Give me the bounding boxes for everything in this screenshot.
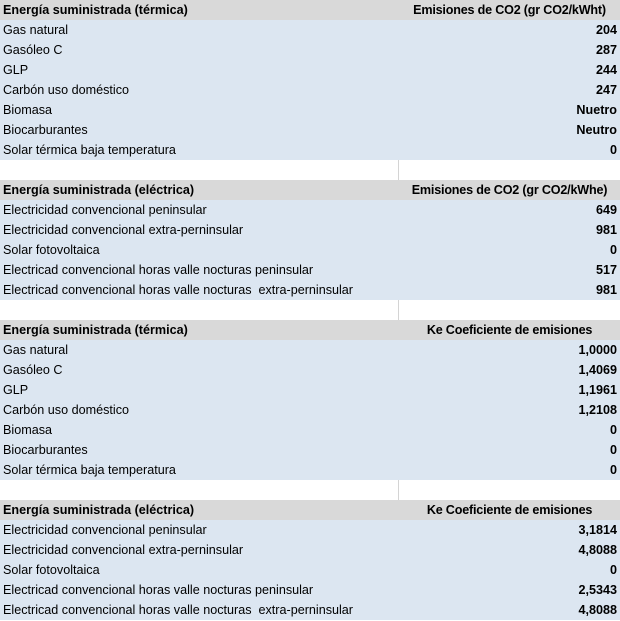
row-label[interactable]: Electricad convencional horas valle nocturas extra-perninsular	[3, 603, 354, 617]
row-value[interactable]: 1,2108	[578, 403, 617, 417]
table-row	[0, 120, 620, 140]
row-value[interactable]: 2,5343	[578, 583, 617, 597]
row-value[interactable]: 0	[609, 463, 617, 477]
row-value[interactable]: 3,1814	[578, 523, 617, 537]
table-row	[0, 80, 620, 100]
row-value[interactable]: 244	[595, 63, 617, 77]
header-value-label[interactable]: Emisiones de CO2 (gr CO2/kWhe)	[411, 183, 608, 197]
table-row	[0, 540, 620, 560]
row-value[interactable]: Nuetro	[576, 103, 617, 117]
empty-cell[interactable]	[0, 480, 399, 500]
row-label[interactable]: Electricidad convencional extra-perninsular	[3, 543, 244, 557]
row-label[interactable]: Gasóleo C	[3, 363, 63, 377]
row-label[interactable]: Gasóleo C	[3, 43, 63, 57]
header-energy-label[interactable]: Energía suministrada (eléctrica)	[3, 183, 195, 197]
blank-row	[0, 480, 620, 500]
empty-cell[interactable]	[0, 300, 399, 320]
table-row	[0, 460, 620, 480]
row-label[interactable]: Biocarburantes	[3, 443, 88, 457]
row-label[interactable]: GLP	[3, 63, 29, 77]
row-label[interactable]: Electricad convencional horas valle nocturas peninsular	[3, 263, 314, 277]
blank-row	[0, 300, 620, 320]
table-row	[0, 100, 620, 120]
row-value[interactable]: 649	[595, 203, 617, 217]
row-value[interactable]: 517	[595, 263, 617, 277]
row-label[interactable]: Biomasa	[3, 103, 52, 117]
header-energy-label[interactable]: Energía suministrada (térmica)	[3, 323, 188, 337]
table-row	[0, 220, 620, 240]
row-value[interactable]: Neutro	[576, 123, 617, 137]
table-row	[0, 440, 620, 460]
empty-cell[interactable]	[399, 160, 620, 180]
row-value[interactable]: 981	[595, 223, 617, 237]
table-row	[0, 340, 620, 360]
table-row	[0, 520, 620, 540]
table-row	[0, 240, 620, 260]
row-value[interactable]: 1,4069	[578, 363, 617, 377]
row-label[interactable]: Solar térmica baja temperatura	[3, 143, 176, 157]
row-value[interactable]: 981	[595, 283, 617, 297]
table-row	[0, 280, 620, 300]
row-label[interactable]: Solar térmica baja temperatura	[3, 463, 176, 477]
row-label[interactable]: Electricad convencional horas valle nocturas peninsular	[3, 583, 314, 597]
header-value-label[interactable]: Ke Coeficiente de emisiones	[426, 323, 593, 337]
row-label[interactable]: GLP	[3, 383, 29, 397]
header-energy-label[interactable]: Energía suministrada (térmica)	[3, 3, 188, 17]
row-value[interactable]: 0	[609, 443, 617, 457]
empty-cell[interactable]	[399, 480, 620, 500]
row-label[interactable]: Solar fotovoltaica	[3, 243, 100, 257]
row-value[interactable]: 0	[609, 143, 617, 157]
row-label[interactable]: Gas natural	[3, 343, 69, 357]
table-row	[0, 380, 620, 400]
section-thermal-co2-header	[0, 0, 620, 20]
row-label[interactable]: Electricidad convencional extra-perninsular	[3, 223, 244, 237]
table-row	[0, 360, 620, 380]
row-label[interactable]: Electricad convencional horas valle nocturas extra-perninsular	[3, 283, 354, 297]
row-label[interactable]: Electricidad convencional peninsular	[3, 203, 207, 217]
table-row	[0, 580, 620, 600]
row-label[interactable]: Carbón uso doméstico	[3, 83, 130, 97]
table-row	[0, 40, 620, 60]
row-value[interactable]: 1,1961	[578, 383, 617, 397]
section-thermal-ke-header	[0, 320, 620, 340]
section-electric-co2-header	[0, 180, 620, 200]
row-value[interactable]: 204	[595, 23, 617, 37]
section-electric-ke-header	[0, 500, 620, 520]
row-value[interactable]: 4,8088	[578, 543, 617, 557]
header-value-label[interactable]: Emisiones de CO2 (gr CO2/kWht)	[413, 3, 606, 17]
table-row	[0, 60, 620, 80]
table-row	[0, 20, 620, 40]
header-energy-label[interactable]: Energía suministrada (eléctrica)	[3, 503, 195, 517]
row-label[interactable]: Biomasa	[3, 423, 52, 437]
row-value[interactable]: 0	[609, 563, 617, 577]
blank-row	[0, 160, 620, 180]
row-value[interactable]: 4,8088	[578, 603, 617, 617]
row-value[interactable]: 0	[609, 423, 617, 437]
table-row	[0, 400, 620, 420]
table-row	[0, 260, 620, 280]
row-label[interactable]: Gas natural	[3, 23, 69, 37]
empty-cell[interactable]	[0, 160, 399, 180]
table-row	[0, 420, 620, 440]
table-row	[0, 140, 620, 160]
header-value-label[interactable]: Ke Coeficiente de emisiones	[426, 503, 593, 517]
row-label[interactable]: Electricidad convencional peninsular	[3, 523, 207, 537]
row-value[interactable]: 1,0000	[578, 343, 617, 357]
row-value[interactable]: 287	[595, 43, 617, 57]
row-label[interactable]: Biocarburantes	[3, 123, 88, 137]
row-value[interactable]: 0	[609, 243, 617, 257]
row-label[interactable]: Solar fotovoltaica	[3, 563, 100, 577]
empty-cell[interactable]	[399, 300, 620, 320]
row-label[interactable]: Carbón uso doméstico	[3, 403, 130, 417]
table-row	[0, 560, 620, 580]
table-row	[0, 200, 620, 220]
table-row	[0, 600, 620, 620]
row-value[interactable]: 247	[595, 83, 617, 97]
